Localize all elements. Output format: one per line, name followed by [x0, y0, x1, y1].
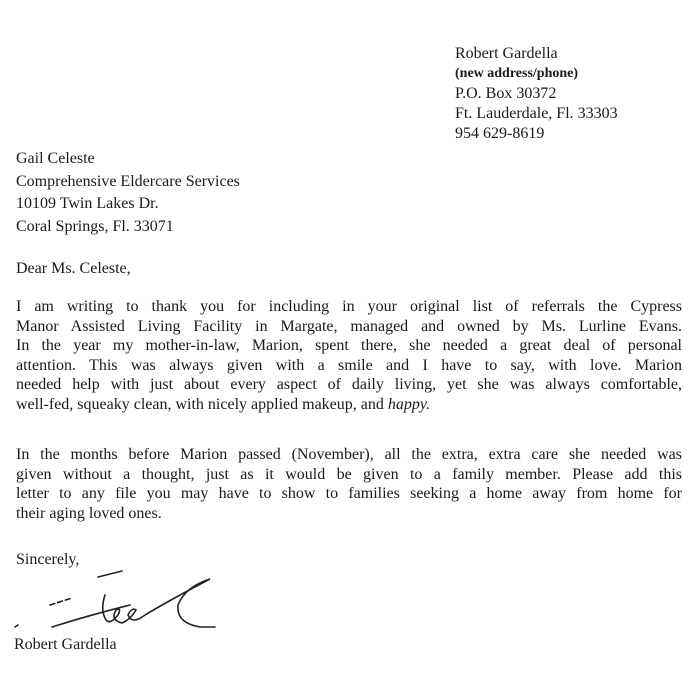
text-segment: well-fed, squeaky clean, with nicely applied makeup, and: [16, 395, 388, 413]
recipient-address-line1: 10109 Twin Lakes Dr.: [16, 195, 159, 212]
text-line: In the year my mother-in-law, Marion, spent there, she needed a great deal of personal: [16, 337, 682, 355]
text-line: given without a thought, just as it would be given to a family member. Please add this: [16, 465, 682, 483]
text-line: I am writing to thank you for including in your original list of referrals the Cypress: [16, 298, 682, 315]
recipient-address-line2: Coral Springs, Fl. 33071: [16, 217, 174, 235]
salutation: Dear Ms. Celeste,: [16, 260, 131, 277]
sender-address-line1: P.O. Box 30372: [455, 85, 557, 102]
text-line: In the months before Marion passed (November), all the extra, extra care she needed was: [16, 446, 682, 463]
recipient-name: Gail Celeste: [16, 150, 95, 167]
text-line: letter to any file you may have to show to families seeking a home away from home for: [16, 485, 682, 503]
text-line: attention. This was always given with a smile and I have to say, with love. Marion: [16, 356, 682, 374]
text-line: their aging loved ones.: [16, 504, 162, 522]
emphasis-happy: happy.: [387, 395, 431, 413]
text-line: [16, 395, 682, 415]
sender-phone: 954 629-8619: [455, 125, 545, 142]
signatory-name: Robert Gardella: [14, 636, 117, 653]
sender-note: (new address/phone): [455, 66, 579, 81]
recipient-address-block: [16, 148, 240, 238]
recipient-org: Comprehensive Eldercare Services: [16, 172, 240, 190]
sender-address-line2: Ft. Lauderdale, Fl. 33303: [455, 105, 618, 122]
text-line: needed help with just about every aspect of daily living, yet she was always comfortable,: [16, 376, 682, 394]
sender-address-block: [455, 44, 618, 144]
body-paragraph-1: [16, 297, 682, 415]
text-line: Manor Assisted Living Facility in Margate, managed and owned by Ms. Lurline Evans.: [16, 317, 682, 335]
body-paragraph-2: [16, 445, 682, 523]
closing: Sincerely,: [16, 551, 80, 568]
handwritten-signature: [10, 565, 230, 635]
sender-name: Robert Gardella: [455, 45, 558, 62]
